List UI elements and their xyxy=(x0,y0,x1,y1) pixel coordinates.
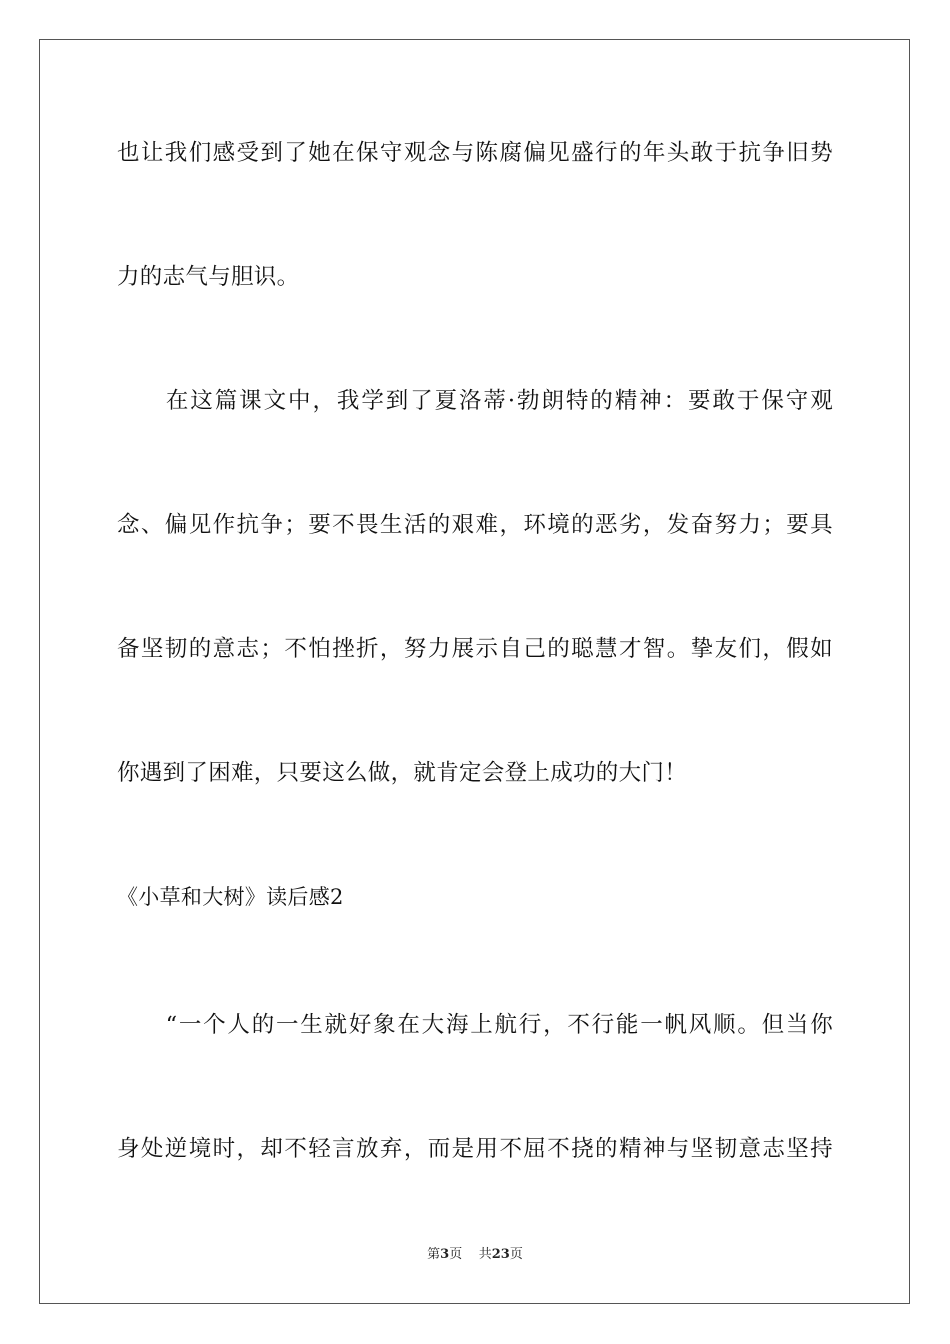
footer-total-prefix: 共 xyxy=(478,1247,492,1262)
page-border xyxy=(39,39,910,1304)
body-text-line: 念、偏见作抗争；要不畏生活的艰难，环境的恶劣，发奋努力；要具 xyxy=(117,512,833,538)
footer-page-current: 3 xyxy=(440,1247,450,1262)
body-text-line: 你遇到了困难，只要这么做，就肯定会登上成功的大门！ xyxy=(117,760,688,786)
footer-page-unit: 页 xyxy=(449,1247,463,1262)
section-heading: 《小草和大树》读后感2 xyxy=(117,885,344,909)
body-text-line: 也让我们感受到了她在保守观念与陈腐偏见盛行的年头敢于抗争旧势 xyxy=(117,140,833,166)
body-text-line: 备坚韧的意志；不怕挫折，努力展示自己的聪慧才智。挚友们，假如 xyxy=(117,636,833,662)
body-text-line: 在这篇课文中，我学到了夏洛蒂·勃朗特的精神：要敢于保守观 xyxy=(117,388,833,414)
footer-total-unit: 页 xyxy=(509,1247,523,1262)
footer-page-total: 23 xyxy=(491,1247,510,1262)
footer-page-prefix: 第 xyxy=(427,1247,441,1262)
body-text-line: “一个人的一生就好象在大海上航行，不行能一帆风顺。但当你 xyxy=(117,1012,833,1038)
body-text-line: 力的志气与胆识。 xyxy=(117,264,300,290)
page-footer xyxy=(0,1247,950,1263)
body-text-line: 身处逆境时，却不轻言放弃，而是用不屈不挠的精神与坚韧意志坚持 xyxy=(117,1136,833,1162)
